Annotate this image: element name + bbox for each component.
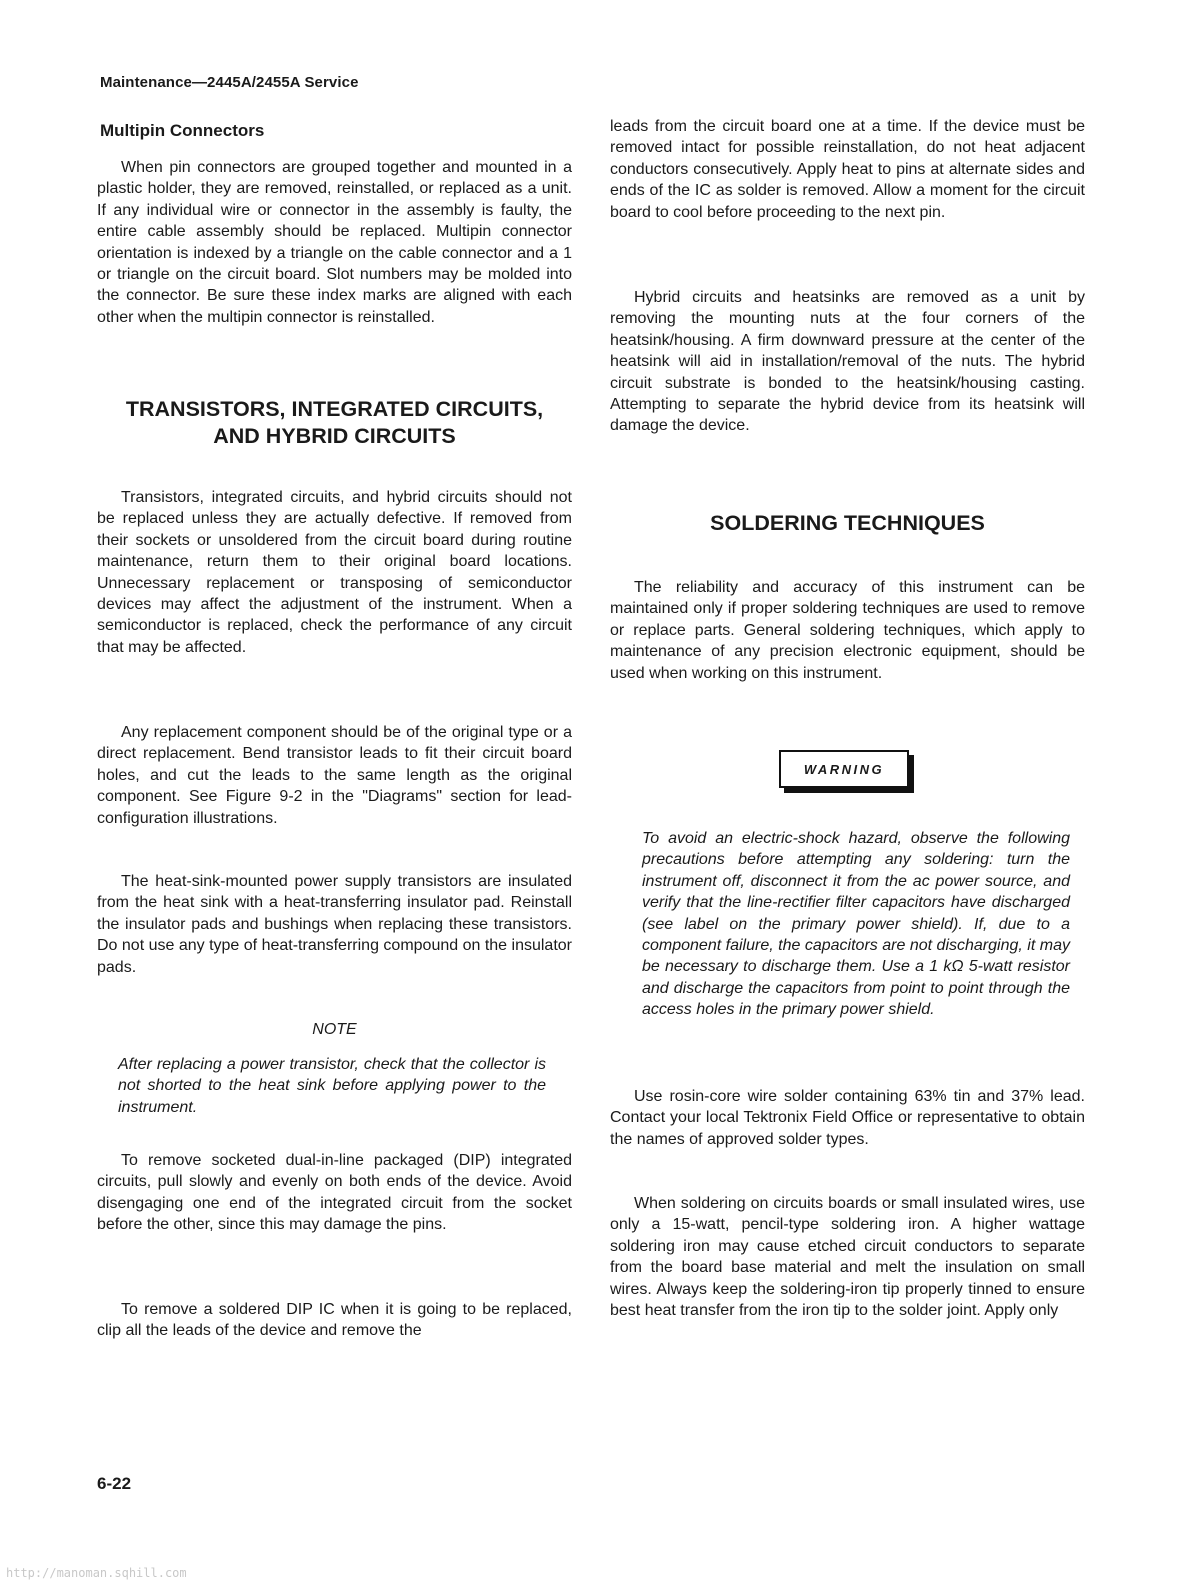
note-title: NOTE [312, 1021, 357, 1038]
hybrid-paragraph: Hybrid circuits and heatsinks are removed as a unit by removing the mounting nuts at the four corners of the heatsink/housing. A firm downward pressure at the center of the heatsink will aid in installation/removal of the nuts. The hybrid circuit substrate is bonded to the heatsink/housing casting. Attempting to separate the hybrid device from its heatsink will damage the device. [610, 289, 1085, 435]
section-heading-transistors [97, 396, 572, 450]
multipin-paragraph: When pin connectors are grouped together and mounted in a plastic holder, they are removed, reinstalled, or replaced as a unit. If any individual wire or connector in the assembly is faulty, the entire cable assembly should be replaced. Multipin connector orientation is indexed by a triangle on the cable connector and a 1 or triangle on the circuit board. Slot numbers may be molded into the connector. Be sure these index marks are aligned with each other when the multipin connector is reinstalled. [97, 159, 572, 326]
warning-body: To avoid an electric-shock hazard, observe the following precautions before attempting any soldering: turn the instrument off, disconnect it from the ac power source, and verify that the line-rectifier filter capacitors have discharged (see label on the primary power shield). If, due to a component failure, the capacitors are not discharging, it may be necessary to discharge them. Use a 1 kΩ 5-watt resistor and discharge the capacitors from point to point through the access holes in the primary power shield. [642, 830, 1070, 1019]
watermark-url: http://manoman.sqhill.com [6, 1566, 187, 1580]
transistors-paragraph-5: To remove a soldered DIP IC when it is going to be replaced, clip all the leads of the device and remove the [97, 1301, 572, 1340]
note-body: After replacing a power transistor, check that the collector is not shorted to the heat sink before applying power to the instrument. [118, 1056, 546, 1116]
soldering-paragraph-3: When soldering on circuits boards or small insulated wires, use only a 15-watt, pencil-type soldering iron. A higher wattage soldering iron may cause etched circuit conductors to separate from the board base material and melt the insulation on small wires. Always keep the soldering-iron tip properly tinned to ensure best heat transfer from the iron tip to the solder joint. Apply only [610, 1195, 1085, 1320]
soldering-paragraph-1: The reliability and accuracy of this instrument can be maintained only if proper soldering techniques are used to remove or replace parts. General soldering techniques, which apply to maintenance of any precision electronic equipment, should be used when working on this instrument. [610, 579, 1085, 682]
section-heading-line-1: TRANSISTORS, INTEGRATED CIRCUITS, [125, 397, 544, 421]
multipin-heading: Multipin Connectors [100, 121, 265, 140]
continued-paragraph: leads from the circuit board one at a time. If the device must be removed intact for possible reinstallation, do not heat adjacent conductors consecutively. Apply heat to pins at alternate sides and ends of the IC as solder is removed. Allow a moment for the circuit board to cool before proceeding to the next pin. [610, 118, 1085, 221]
page-number: 6-22 [97, 1474, 132, 1493]
transistors-paragraph-3: The heat-sink-mounted power supply transistors are insulated from the heat sink with a heat-transferring insulator pad. Reinstall the insulator pads and bushings when replacing these transistors. Do not use any type of heat-transferring compound on the insulator pads. [97, 873, 572, 976]
section-heading-soldering: SOLDERING TECHNIQUES [710, 511, 985, 535]
soldering-paragraph-2: Use rosin-core wire solder containing 63% tin and 37% lead. Contact your local Tektronix Field Office or representative to obtain the names of approved solder types. [610, 1088, 1085, 1148]
transistors-paragraph-2: Any replacement component should be of the original type or a direct replacement. Bend transistor leads to fit their circuit board holes, and cut the leads to the same length as the original component. See Figure 9-2 in the "Diagrams" section for lead-configuration illustrations. [97, 724, 572, 827]
transistors-paragraph-4: To remove socketed dual-in-line packaged (DIP) integrated circuits, pull slowly and evenly on both ends of the device. Avoid disengaging one end of the integrated circuit from the socket before the other, since this may damage the pins. [97, 1152, 572, 1234]
section-heading-line-2: AND HYBRID CIRCUITS [213, 424, 456, 448]
warning-label: WARNING [779, 750, 909, 788]
transistors-paragraph-1: Transistors, integrated circuits, and hybrid circuits should not be replaced unless they are actually defective. If removed from their sockets or unsoldered from the circuit board during routine maintenance, return them to their original board locations. Unnecessary replacement or transposing of semiconductor devices may affect the adjustment of the instrument. When a semiconductor is replaced, check the performance of any circuit that may be affected. [97, 489, 572, 656]
running-header: Maintenance—2445A/2455A Service [100, 74, 359, 91]
